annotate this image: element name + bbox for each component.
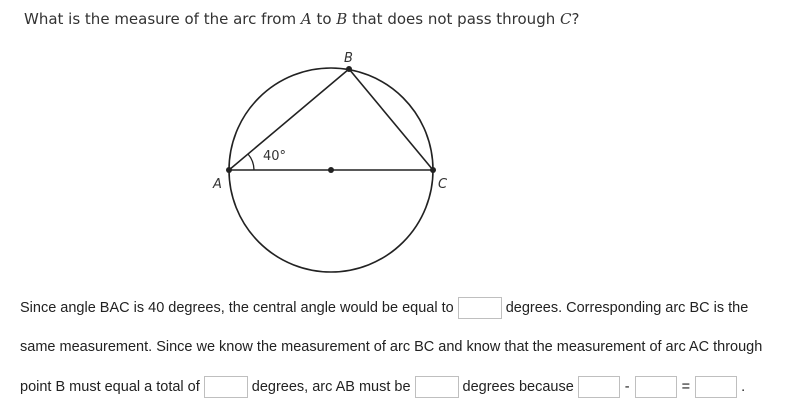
minus-sign: - — [624, 379, 630, 395]
arc-ab-input[interactable] — [415, 376, 459, 398]
label-b: B — [344, 51, 353, 66]
center-point — [328, 167, 334, 173]
line1-text-after: degrees. Corresponding arc BC is the — [505, 300, 749, 316]
central-angle-input[interactable] — [458, 297, 502, 319]
expr-left-input[interactable] — [578, 376, 620, 398]
label-a: A — [213, 177, 222, 192]
line2-text: same measurement. Since we know the measurement of arc BC and know that the measurement of arc AC through — [20, 339, 763, 355]
answer-line-3 — [20, 376, 745, 398]
period: . — [741, 379, 746, 395]
angle-label: 40° — [263, 149, 287, 164]
question-part-1: What is the measure of the arc from — [24, 10, 301, 28]
line3-text-a: point B must equal a total of — [20, 379, 200, 395]
question-var-b: B — [336, 10, 348, 28]
question-part-4: ? — [571, 10, 580, 28]
angle-arc — [248, 154, 254, 170]
answer-line-1 — [20, 297, 748, 319]
chord-ab — [229, 69, 349, 170]
question-part-3: that does not pass through — [347, 10, 560, 28]
label-c: C — [438, 177, 448, 192]
expr-right-input[interactable] — [635, 376, 677, 398]
point-a — [226, 167, 232, 173]
point-c — [430, 167, 436, 173]
total-arc-input[interactable] — [204, 376, 248, 398]
line3-text-b: degrees, arc AB must be — [251, 379, 411, 395]
line1-text-before: Since angle BAC is 40 degrees, the central angle would be equal to — [20, 300, 454, 316]
point-b — [346, 66, 352, 72]
question-var-c: C — [560, 10, 572, 28]
answer-line-2 — [20, 339, 762, 355]
line3-text-c: degrees because — [462, 379, 574, 395]
expr-result-input[interactable] — [695, 376, 737, 398]
question-part-2: to — [311, 10, 337, 28]
equals-sign: = — [681, 379, 691, 395]
question-var-a: A — [300, 10, 312, 28]
